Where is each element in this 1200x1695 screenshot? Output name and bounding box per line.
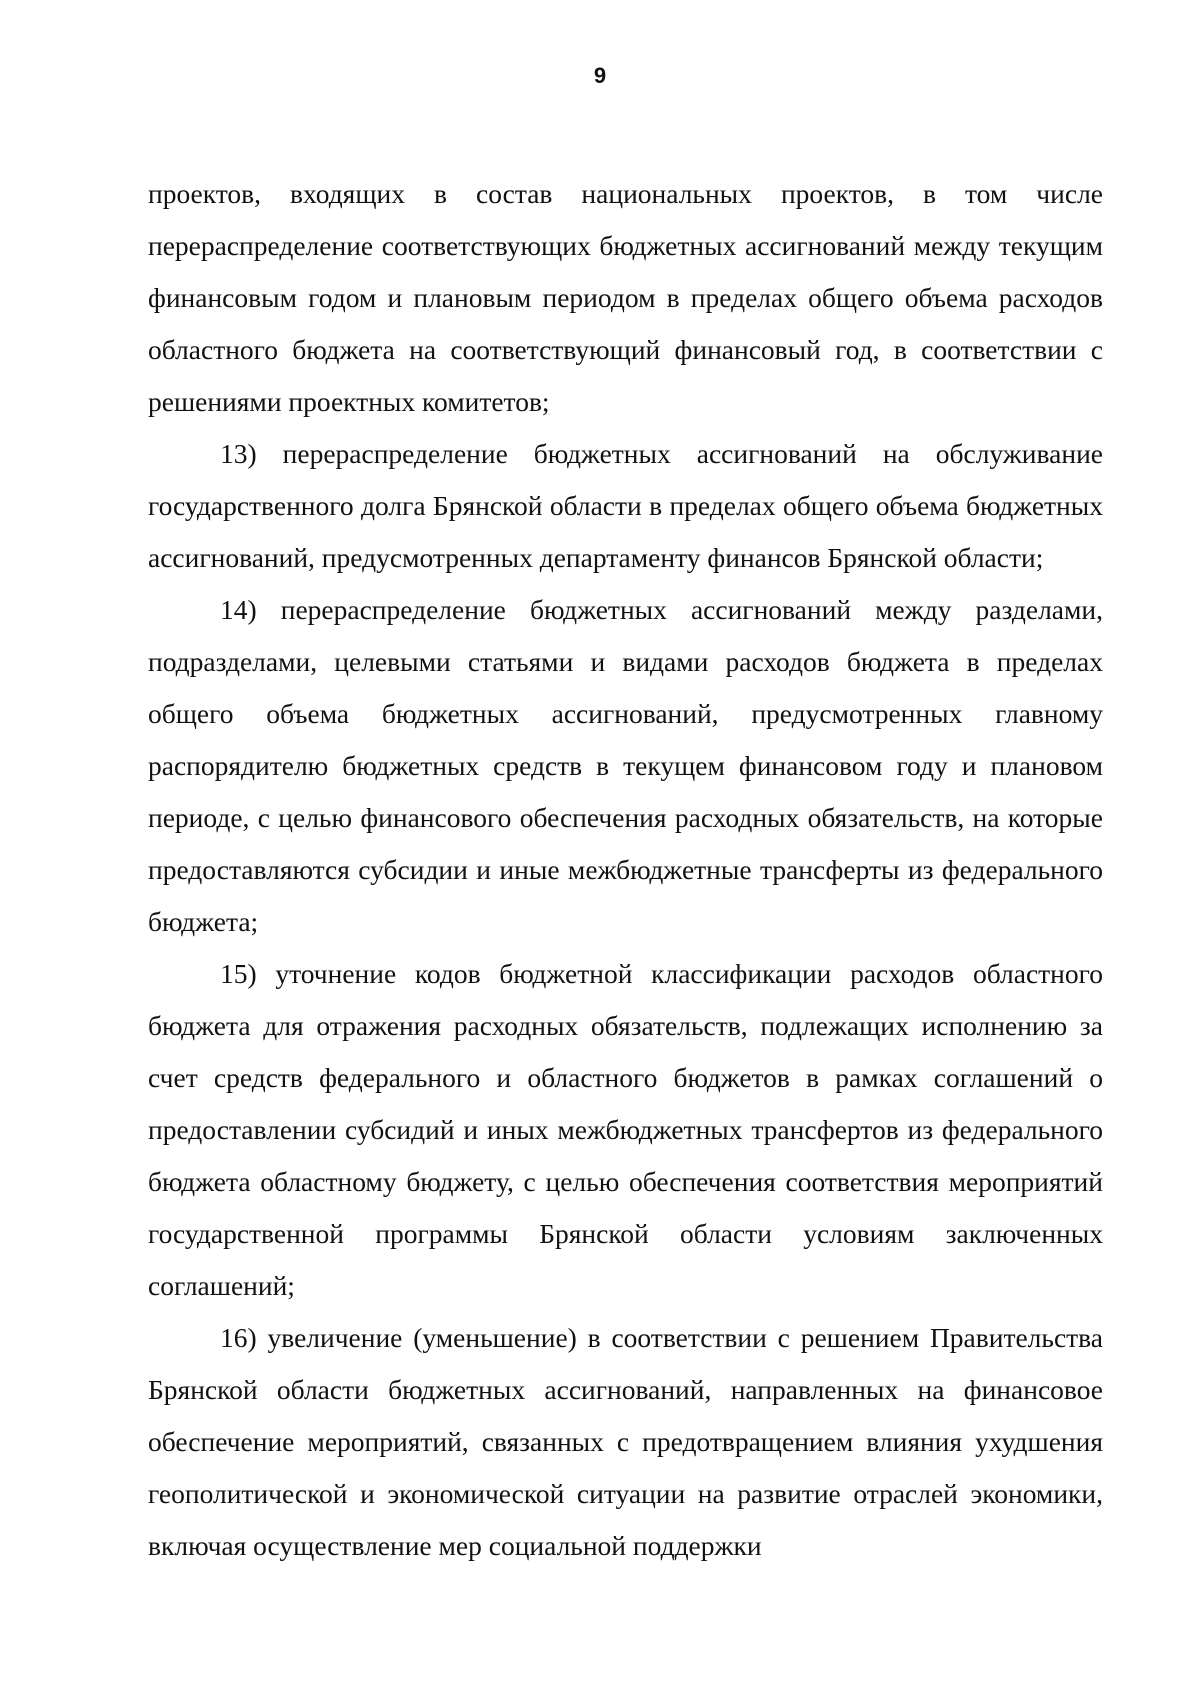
paragraph-item-14: 14) перераспределение бюджетных ассигнований между разделами, подразделами, целевыми статьями и видами расходов бюджета в пределах общего объема бюджетных ассигнований, предусмотренных главному распорядителю бюджетных средств в текущем финансовом году и плановом периоде, с целью финансового обеспечения расходных обязательств, на которые предоставляются субсидии и иные межбюджетные трансферты из федерального бюджета; <box>148 594 1103 937</box>
page-number: 9 <box>593 63 607 88</box>
paragraph-continuation: проектов, входящих в состав национальных проектов, в том числе перераспределение соответствующих бюджетных ассигнований между текущим финансовым годом и плановым периодом в пределах общего объема расходов областного бюджета на соответствующий финансовый год, в соответствии с решениями проектных комитетов; <box>148 178 1103 417</box>
paragraph-item-16: 16) увеличение (уменьшение) в соответствии с решением Правительства Брянской области бюджетных ассигнований, направленных на финансовое обеспечение мероприятий, связанных с предотвращением влияния ухудшения геополитической и экономической ситуации на развитие отраслей экономики, включая осуществление мер социальной поддержки <box>148 1322 1103 1561</box>
paragraph-item-13: 13) перераспределение бюджетных ассигнований на обслуживание государственного долга Брянской области в пределах общего объема бюджетных ассигнований, предусмотренных департаменту финансов Брянской области; <box>148 438 1103 573</box>
paragraph-item-15: 15) уточнение кодов бюджетной классификации расходов областного бюджета для отражения расходных обязательств, подлежащих исполнению за счет средств федерального и областного бюджетов в рамках соглашений о предоставлении субсидий и иных межбюджетных трансфертов из федерального бюджета областному бюджету, с целью обеспечения соответствия мероприятий государственной программы Брянской области условиям заключенных соглашений; <box>148 958 1103 1301</box>
document-body <box>148 168 1103 1572</box>
